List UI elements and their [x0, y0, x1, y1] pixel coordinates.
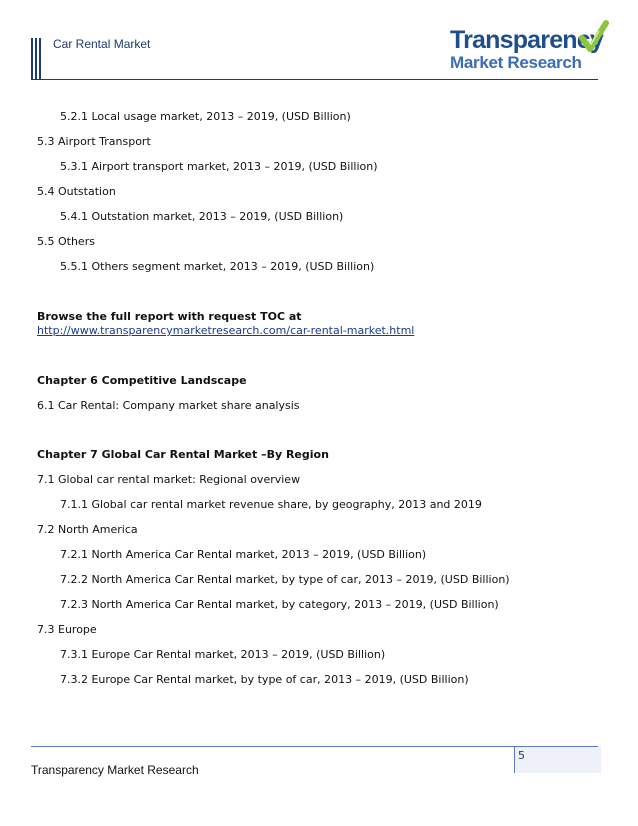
toc-entry: 6.1 Car Rental: Company market share analysis: [37, 399, 300, 412]
report-link[interactable]: http://www.transparencymarketresearch.com/car-rental-market.html: [37, 324, 415, 337]
logo-text-line2: Market Research: [450, 53, 582, 72]
logo-text-line1: Transparency: [450, 26, 603, 54]
company-logo: [450, 20, 610, 78]
chapter-heading: Chapter 6 Competitive Landscape: [37, 374, 247, 387]
header-accent-bars: [31, 38, 41, 80]
toc-entry: 7.1 Global car rental market: Regional overview: [37, 473, 301, 486]
checkmark-icon: [579, 20, 609, 54]
toc-entry: 5.5.1 Others segment market, 2013 – 2019, (USD Billion): [60, 260, 375, 273]
header-divider: [31, 79, 598, 80]
page-number: 5: [518, 749, 525, 762]
footer-publisher: Transparency Market Research: [31, 763, 199, 777]
toc-entry: 5.3 Airport Transport: [37, 135, 151, 148]
toc-entry: 5.5 Others: [37, 235, 95, 248]
browse-report-heading: Browse the full report with request TOC at: [37, 310, 302, 323]
toc-entry: 7.2.1 North America Car Rental market, 2013 – 2019, (USD Billion): [60, 548, 427, 561]
toc-entry: 7.2.2 North America Car Rental market, by type of car, 2013 – 2019, (USD Billion): [60, 573, 510, 586]
toc-entry: 5.4 Outstation: [37, 185, 116, 198]
toc-entry: 5.2.1 Local usage market, 2013 – 2019, (USD Billion): [60, 110, 351, 123]
chapter-heading: Chapter 7 Global Car Rental Market –By Region: [37, 448, 329, 461]
toc-entry: 5.4.1 Outstation market, 2013 – 2019, (USD Billion): [60, 210, 344, 223]
page-number-box: [514, 747, 601, 773]
header-title: Car Rental Market: [53, 37, 151, 51]
toc-entry: 5.3.1 Airport transport market, 2013 – 2019, (USD Billion): [60, 160, 378, 173]
toc-entry: 7.1.1 Global car rental market revenue share, by geography, 2013 and 2019: [60, 498, 482, 511]
toc-entry: 7.2.3 North America Car Rental market, by category, 2013 – 2019, (USD Billion): [60, 598, 499, 611]
footer-divider: [31, 746, 598, 747]
toc-entry: 7.3.2 Europe Car Rental market, by type of car, 2013 – 2019, (USD Billion): [60, 673, 469, 686]
toc-entry: 7.3.1 Europe Car Rental market, 2013 – 2019, (USD Billion): [60, 648, 386, 661]
toc-entry: 7.2 North America: [37, 523, 138, 536]
toc-entry: 7.3 Europe: [37, 623, 97, 636]
